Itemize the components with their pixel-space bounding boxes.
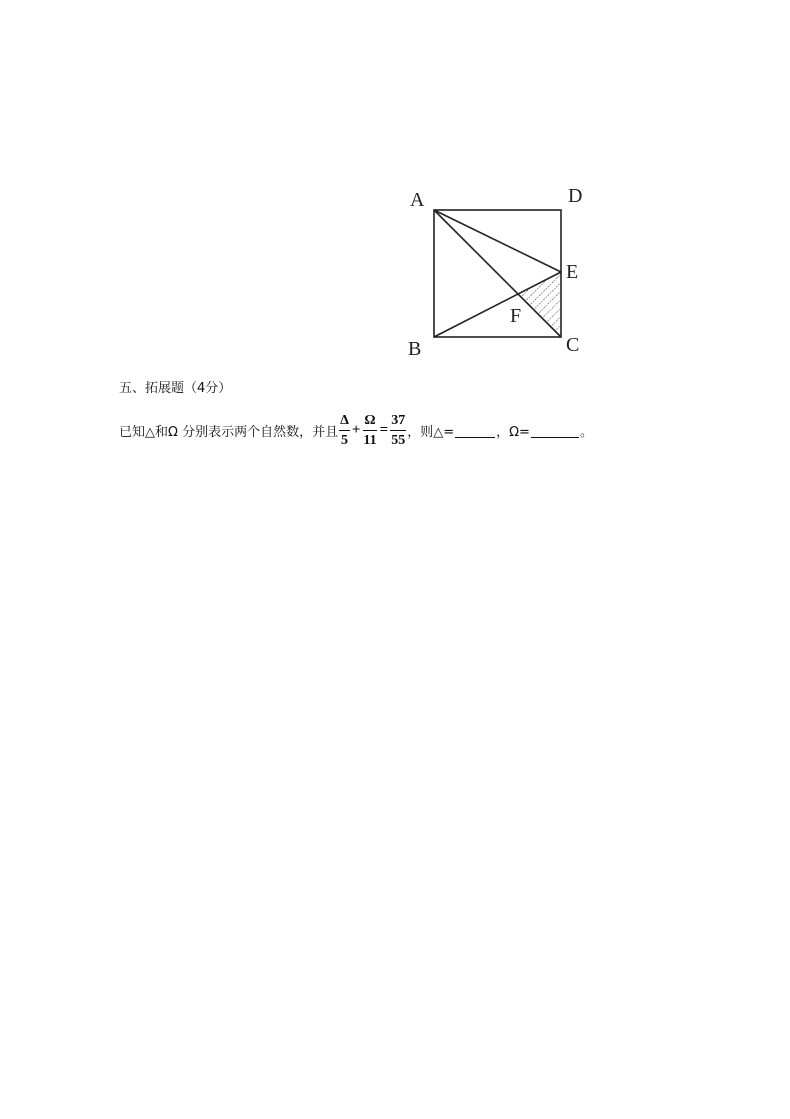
fraction-denominator: 11: [363, 432, 377, 448]
fraction-omega-over-11: [362, 412, 377, 449]
segment-AC: [434, 210, 561, 337]
fraction-numerator: Δ: [339, 412, 350, 431]
section-heading: 五、拓展题（4分）: [119, 381, 232, 396]
fraction-denominator: 5: [340, 432, 348, 448]
answer-blank-omega[interactable]: [531, 423, 579, 438]
square-geometry-figure: [400, 180, 620, 360]
plus-sign: +: [351, 421, 361, 438]
fraction-denominator: 55: [391, 432, 406, 448]
problem-text-before: 已知△和Ω 分别表示两个自然数，并且: [119, 424, 339, 440]
fraction-numerator: Ω: [363, 412, 376, 431]
label-C: C: [566, 334, 580, 356]
label-E: E: [566, 261, 579, 283]
answer-blank-triangle[interactable]: [455, 423, 495, 438]
equals-sign: =: [379, 421, 389, 438]
problem-separator: ，Ω=: [496, 424, 530, 440]
fraction-37-over-55: [390, 412, 406, 449]
label-B: B: [408, 338, 422, 360]
segment-AE: [434, 210, 561, 272]
label-D: D: [568, 185, 583, 207]
label-A: A: [410, 189, 425, 211]
problem-text-after: ，则△=: [407, 424, 455, 440]
label-F: F: [510, 305, 522, 327]
fraction-numerator: 37: [390, 412, 406, 431]
shaded-triangle-FEC: [518, 272, 562, 337]
problem-ending: 。: [579, 424, 593, 440]
problem-statement: [119, 410, 593, 450]
fraction-triangle-over-5: [339, 412, 350, 449]
